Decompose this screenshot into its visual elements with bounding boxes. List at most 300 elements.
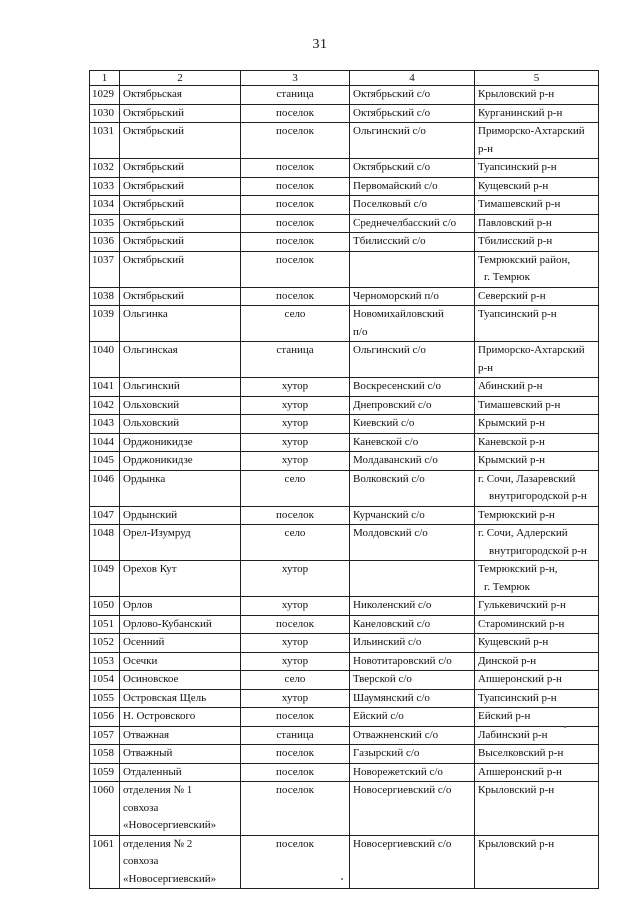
district-name-text: Туапсинский р-н	[478, 691, 557, 704]
row-number	[90, 306, 120, 342]
council-name-text: Молдаванский с/о	[353, 454, 438, 466]
district-name	[475, 615, 599, 634]
district-name-text: Туапсинский р-н	[478, 161, 557, 173]
settlement-type-text: село	[284, 673, 306, 685]
row-number-text: 1033	[92, 179, 114, 192]
settlement-type	[241, 671, 350, 690]
table-row	[90, 342, 599, 378]
row-number	[90, 123, 120, 159]
settlement-name-text: Отдаленный	[123, 765, 182, 778]
council-name	[350, 306, 475, 342]
council-name	[350, 159, 475, 178]
table-row	[90, 233, 599, 252]
settlement-name-text: Орджоникидзе	[123, 454, 193, 466]
district-name	[475, 123, 599, 159]
row-number	[90, 689, 120, 708]
settlement-name-text: совхоза	[123, 855, 159, 867]
settlement-name-text: Орлов	[123, 599, 153, 611]
settlement-name	[120, 396, 241, 415]
district-name-text: г. Темрюк	[484, 580, 530, 593]
district-name-text: Крымский р-н	[478, 417, 545, 429]
district-name	[475, 306, 599, 342]
settlement-name-text: Октябрьский	[123, 235, 184, 247]
row-number	[90, 251, 120, 287]
district-name-text: внутригородской р-н	[489, 490, 587, 502]
settlement-name-text: Отважная	[123, 728, 170, 741]
district-name	[475, 196, 599, 215]
settlement-name	[120, 123, 241, 159]
table-row	[90, 835, 599, 889]
row-number-text: 1061	[92, 837, 114, 850]
settlement-type	[241, 708, 350, 727]
settlement-name-text: Октябрьский	[123, 179, 184, 192]
table-row	[90, 726, 599, 745]
settlement-type	[241, 342, 350, 378]
settlement-name	[120, 726, 241, 745]
row-number	[90, 615, 120, 634]
district-name	[475, 415, 599, 434]
row-number-text: 1029	[92, 88, 114, 100]
council-name	[350, 671, 475, 690]
council-name-text: Ильинский с/о	[353, 636, 422, 648]
row-number	[90, 835, 120, 889]
district-name-text: Апшеронский р-н	[478, 765, 562, 778]
district-name	[475, 525, 599, 561]
council-name-text: Тверской с/о	[353, 673, 412, 685]
district-name	[475, 745, 599, 764]
row-number-text: 1044	[92, 435, 114, 448]
council-name-text: Черноморский п/о	[353, 289, 439, 302]
settlement-type	[241, 506, 350, 525]
district-name-text: Тбилисский р-н	[478, 235, 553, 247]
row-number-text: 1037	[92, 253, 114, 266]
settlement-name	[120, 652, 241, 671]
settlement-type	[241, 745, 350, 764]
settlement-name-text: Осенний	[123, 636, 165, 648]
table-row	[90, 251, 599, 287]
table-header-row	[90, 71, 599, 86]
settlement-type-text: хутор	[281, 599, 309, 611]
settlement-name	[120, 470, 241, 506]
district-name	[475, 177, 599, 196]
settlement-type-text: хутор	[281, 435, 309, 448]
settlement-type	[241, 86, 350, 105]
council-name-text: Каневской с/о	[353, 435, 419, 448]
settlement-name	[120, 378, 241, 397]
row-number	[90, 782, 120, 836]
settlement-name-text: Октябрьский	[123, 106, 184, 119]
district-name	[475, 763, 599, 782]
row-number-text: 1056	[92, 710, 114, 722]
district-name	[475, 689, 599, 708]
settlement-name	[120, 782, 241, 836]
district-name-text: Темрюкский район,	[478, 253, 571, 266]
settlement-type	[241, 196, 350, 215]
settlement-type-text: поселок	[276, 125, 314, 137]
district-name	[475, 597, 599, 616]
district-name	[475, 104, 599, 123]
settlement-type-text: поселок	[276, 837, 314, 850]
settlement-type-text: поселок	[276, 747, 314, 759]
district-name-text: Кущевский р-н	[478, 179, 549, 192]
column-header: 3	[241, 71, 350, 86]
row-number	[90, 86, 120, 105]
settlement-name-text: Островская Щель	[123, 691, 207, 704]
row-number	[90, 196, 120, 215]
district-name	[475, 671, 599, 690]
settlement-type-text: поселок	[276, 289, 314, 302]
row-number	[90, 745, 120, 764]
district-name-text: Темрюкский р-н	[478, 508, 555, 521]
table-row	[90, 378, 599, 397]
settlement-type-text: хутор	[281, 398, 309, 411]
table-row	[90, 104, 599, 123]
council-name	[350, 177, 475, 196]
settlement-type	[241, 763, 350, 782]
district-name	[475, 782, 599, 836]
row-number	[90, 506, 120, 525]
row-number	[90, 470, 120, 506]
settlement-type-text: поселок	[276, 765, 314, 778]
settlement-name-text: совхоза	[123, 801, 159, 814]
settlement-type	[241, 452, 350, 471]
district-name	[475, 233, 599, 252]
settlement-name-text: Октябрьский	[123, 125, 184, 137]
settlement-name	[120, 708, 241, 727]
settlement-name	[120, 634, 241, 653]
council-name-text: п/о	[353, 325, 368, 338]
settlement-type	[241, 214, 350, 233]
settlement-type	[241, 433, 350, 452]
district-name-text: Крыловский р-н	[478, 784, 555, 796]
council-name	[350, 835, 475, 889]
settlement-name-text: Орехов Кут	[123, 563, 177, 575]
settlement-type	[241, 233, 350, 252]
table-row	[90, 177, 599, 196]
district-name	[475, 214, 599, 233]
council-name	[350, 214, 475, 233]
settlement-type	[241, 689, 350, 708]
district-name-text: Северский р-н	[478, 289, 546, 302]
row-number-text: 1034	[92, 198, 114, 210]
district-name	[475, 470, 599, 506]
table-row	[90, 86, 599, 105]
settlement-name-text: Отважный	[123, 747, 173, 759]
row-number	[90, 396, 120, 415]
row-number-text: 1039	[92, 308, 114, 320]
settlement-type-text: хутор	[281, 380, 309, 392]
row-number-text: 1032	[92, 161, 114, 173]
row-number	[90, 287, 120, 306]
row-number	[90, 525, 120, 561]
district-name-text: Кущевский р-н	[478, 636, 549, 648]
settlement-name	[120, 525, 241, 561]
district-name-text: внутригородской р-н	[489, 544, 587, 557]
council-name-text: Днепровский с/о	[353, 398, 432, 411]
settlement-name	[120, 671, 241, 690]
column-header: 1	[90, 71, 120, 86]
council-name-text: Первомайский с/о	[353, 179, 438, 192]
settlement-type	[241, 287, 350, 306]
settlement-type	[241, 615, 350, 634]
settlement-name	[120, 233, 241, 252]
scan-speck	[341, 878, 343, 880]
council-name-text: Октябрьский с/о	[353, 161, 431, 173]
settlement-type	[241, 104, 350, 123]
district-name-text: Староминский р-н	[478, 617, 565, 630]
council-name-text: Ейский с/о	[353, 710, 404, 722]
settlement-name-text: «Новосергиевский»	[123, 872, 217, 885]
council-name	[350, 506, 475, 525]
settlement-type	[241, 123, 350, 159]
settlement-name-text: Октябрьский	[123, 216, 184, 229]
district-name-text: Темрюкский р-н,	[478, 563, 558, 575]
district-name	[475, 561, 599, 597]
table-row	[90, 634, 599, 653]
settlement-type-text: станица	[276, 344, 314, 356]
settlement-name	[120, 251, 241, 287]
settlement-name-text: Ольгинка	[123, 308, 168, 320]
council-name-text: Волковский с/о	[353, 472, 425, 485]
council-name-text: Канеловский с/о	[353, 617, 431, 630]
district-name-text: Крымский р-н	[478, 454, 545, 466]
council-name	[350, 396, 475, 415]
row-number-text: 1031	[92, 125, 114, 137]
settlement-name	[120, 287, 241, 306]
settlement-type-text: хутор	[281, 691, 309, 704]
settlement-type	[241, 835, 350, 889]
column-header: 5	[475, 71, 599, 86]
row-number-text: 1038	[92, 289, 114, 302]
column-header: 2	[120, 71, 241, 86]
council-name-text: Воскресенский с/о	[353, 380, 441, 392]
table-row	[90, 689, 599, 708]
row-number-text: 1040	[92, 344, 114, 356]
settlement-name-text: отделения № 2	[123, 837, 193, 850]
council-name-text: Газырский с/о	[353, 747, 420, 759]
settlement-name-text: Ольгинский	[123, 380, 180, 392]
settlement-type	[241, 597, 350, 616]
district-name-text: Тимашевский р-н	[478, 198, 561, 210]
settlement-type	[241, 561, 350, 597]
settlement-type-text: поселок	[276, 235, 314, 247]
council-name-text: Отважненский с/о	[353, 728, 439, 741]
district-name-text: Крыловский р-н	[478, 88, 555, 100]
row-number	[90, 214, 120, 233]
council-name	[350, 452, 475, 471]
row-number-text: 1050	[92, 599, 114, 611]
district-name-text: Динской р-н	[478, 654, 537, 667]
district-name	[475, 433, 599, 452]
row-number-text: 1058	[92, 747, 114, 759]
council-name	[350, 123, 475, 159]
district-name-text: Апшеронский р-н	[478, 673, 562, 685]
settlement-name-text: Октябрьская	[123, 88, 182, 100]
settlement-type	[241, 159, 350, 178]
council-name	[350, 86, 475, 105]
settlement-type-text: село	[284, 527, 306, 539]
settlement-name	[120, 433, 241, 452]
council-name-text: Новомихайловский	[353, 308, 444, 320]
row-number-text: 1054	[92, 673, 114, 685]
settlement-name-text: Ордынка	[123, 472, 166, 485]
row-number	[90, 342, 120, 378]
district-name-text: Приморско-Ахтарский р-н	[478, 344, 585, 374]
council-name	[350, 342, 475, 378]
settlement-name	[120, 745, 241, 764]
table-row	[90, 525, 599, 561]
council-name-text: Новосергиевский с/о	[353, 837, 452, 850]
row-number	[90, 726, 120, 745]
district-name-text: Курганинский р-н	[478, 106, 563, 119]
council-name-text: Николенский с/о	[353, 599, 432, 611]
council-name	[350, 433, 475, 452]
settlement-name-text: Орлово-Кубанский	[123, 617, 212, 630]
council-name-text: Поселковый с/о	[353, 198, 428, 210]
district-name	[475, 835, 599, 889]
council-name	[350, 251, 475, 287]
council-name-text: Новотитаровский с/о	[353, 654, 452, 667]
row-number-text: 1030	[92, 106, 114, 119]
district-name	[475, 342, 599, 378]
table-row	[90, 287, 599, 306]
district-name-text: Тимашевский р-н	[478, 398, 561, 411]
settlement-name	[120, 561, 241, 597]
settlement-type	[241, 396, 350, 415]
district-name	[475, 159, 599, 178]
settlement-name-text: Н. Островского	[123, 710, 196, 722]
settlement-type	[241, 470, 350, 506]
settlement-type	[241, 415, 350, 434]
settlement-type-text: поселок	[276, 617, 314, 630]
settlement-name	[120, 763, 241, 782]
row-number-text: 1041	[92, 380, 114, 392]
council-name	[350, 561, 475, 597]
district-name	[475, 251, 599, 287]
row-number	[90, 763, 120, 782]
council-name-text: Тбилисский с/о	[353, 235, 426, 247]
district-name-text: г. Темрюк	[484, 271, 530, 283]
settlement-type-text: поселок	[276, 784, 314, 796]
settlement-type-text: поселок	[276, 179, 314, 192]
row-number	[90, 104, 120, 123]
row-number-text: 1059	[92, 765, 114, 778]
council-name	[350, 525, 475, 561]
table-row	[90, 470, 599, 506]
row-number	[90, 433, 120, 452]
row-number	[90, 634, 120, 653]
settlement-type-text: село	[284, 472, 306, 485]
row-number	[90, 452, 120, 471]
settlement-name	[120, 177, 241, 196]
settlement-name	[120, 506, 241, 525]
table-row	[90, 745, 599, 764]
council-name-text: Ольгинский с/о	[353, 344, 426, 356]
council-name	[350, 597, 475, 616]
settlement-type	[241, 634, 350, 653]
settlement-name-text: «Новосергиевский»	[123, 819, 217, 831]
table-row	[90, 671, 599, 690]
settlement-type-text: поселок	[276, 198, 314, 210]
row-number-text: 1052	[92, 636, 114, 648]
row-number-text: 1060	[92, 784, 114, 796]
district-name	[475, 634, 599, 653]
council-name	[350, 634, 475, 653]
row-number	[90, 708, 120, 727]
settlement-type	[241, 726, 350, 745]
district-name	[475, 396, 599, 415]
row-number-text: 1042	[92, 398, 114, 411]
settlement-type-text: поселок	[276, 106, 314, 119]
row-number-text: 1045	[92, 454, 114, 466]
table-row	[90, 615, 599, 634]
row-number-text: 1048	[92, 527, 114, 539]
table-row	[90, 506, 599, 525]
settlement-name	[120, 415, 241, 434]
settlement-type	[241, 378, 350, 397]
council-name-text: Шаумянский с/о	[353, 691, 430, 704]
council-name	[350, 652, 475, 671]
table-row	[90, 196, 599, 215]
table-row	[90, 415, 599, 434]
row-number-text: 1051	[92, 617, 114, 630]
council-name-text: Октябрьский с/о	[353, 88, 431, 100]
settlement-type-text: поселок	[276, 253, 314, 266]
settlement-name-text: Октябрьский	[123, 198, 184, 210]
settlement-name	[120, 615, 241, 634]
row-number	[90, 159, 120, 178]
row-number-text: 1043	[92, 417, 114, 429]
scan-speck	[564, 726, 566, 728]
district-name	[475, 452, 599, 471]
row-number	[90, 233, 120, 252]
page-number: 31	[312, 37, 328, 52]
table-row	[90, 159, 599, 178]
row-number	[90, 415, 120, 434]
district-name-text: Каневской р-н	[478, 435, 545, 448]
settlement-name	[120, 159, 241, 178]
council-name	[350, 196, 475, 215]
table-row	[90, 214, 599, 233]
settlement-name-text: Октябрьский	[123, 161, 184, 173]
settlement-name	[120, 597, 241, 616]
council-name	[350, 689, 475, 708]
district-name-text: Павловский р-н	[478, 216, 552, 229]
council-name-text: Ольгинский с/о	[353, 125, 426, 137]
council-name-text: Октябрьский с/о	[353, 106, 431, 119]
row-number-text: 1053	[92, 654, 114, 667]
settlement-name	[120, 86, 241, 105]
district-name-text: Приморско-Ахтарский р-н	[478, 125, 585, 155]
settlement-type-text: хутор	[281, 636, 309, 648]
settlement-type-text: поселок	[276, 161, 314, 173]
council-name	[350, 726, 475, 745]
council-name	[350, 233, 475, 252]
settlement-type-text: хутор	[281, 563, 309, 575]
settlements-table	[89, 70, 599, 889]
district-name-text: Гулькевичский р-н	[478, 599, 566, 611]
settlement-name	[120, 342, 241, 378]
settlement-type-text: хутор	[281, 654, 309, 667]
council-name	[350, 745, 475, 764]
row-number-text: 1036	[92, 235, 114, 247]
table-row	[90, 763, 599, 782]
settlement-name	[120, 214, 241, 233]
council-name-text: Курчанский с/о	[353, 508, 425, 521]
district-name-text: Выселковский р-н	[478, 747, 564, 759]
settlement-type-text: хутор	[281, 454, 309, 466]
row-number-text: 1047	[92, 508, 114, 521]
